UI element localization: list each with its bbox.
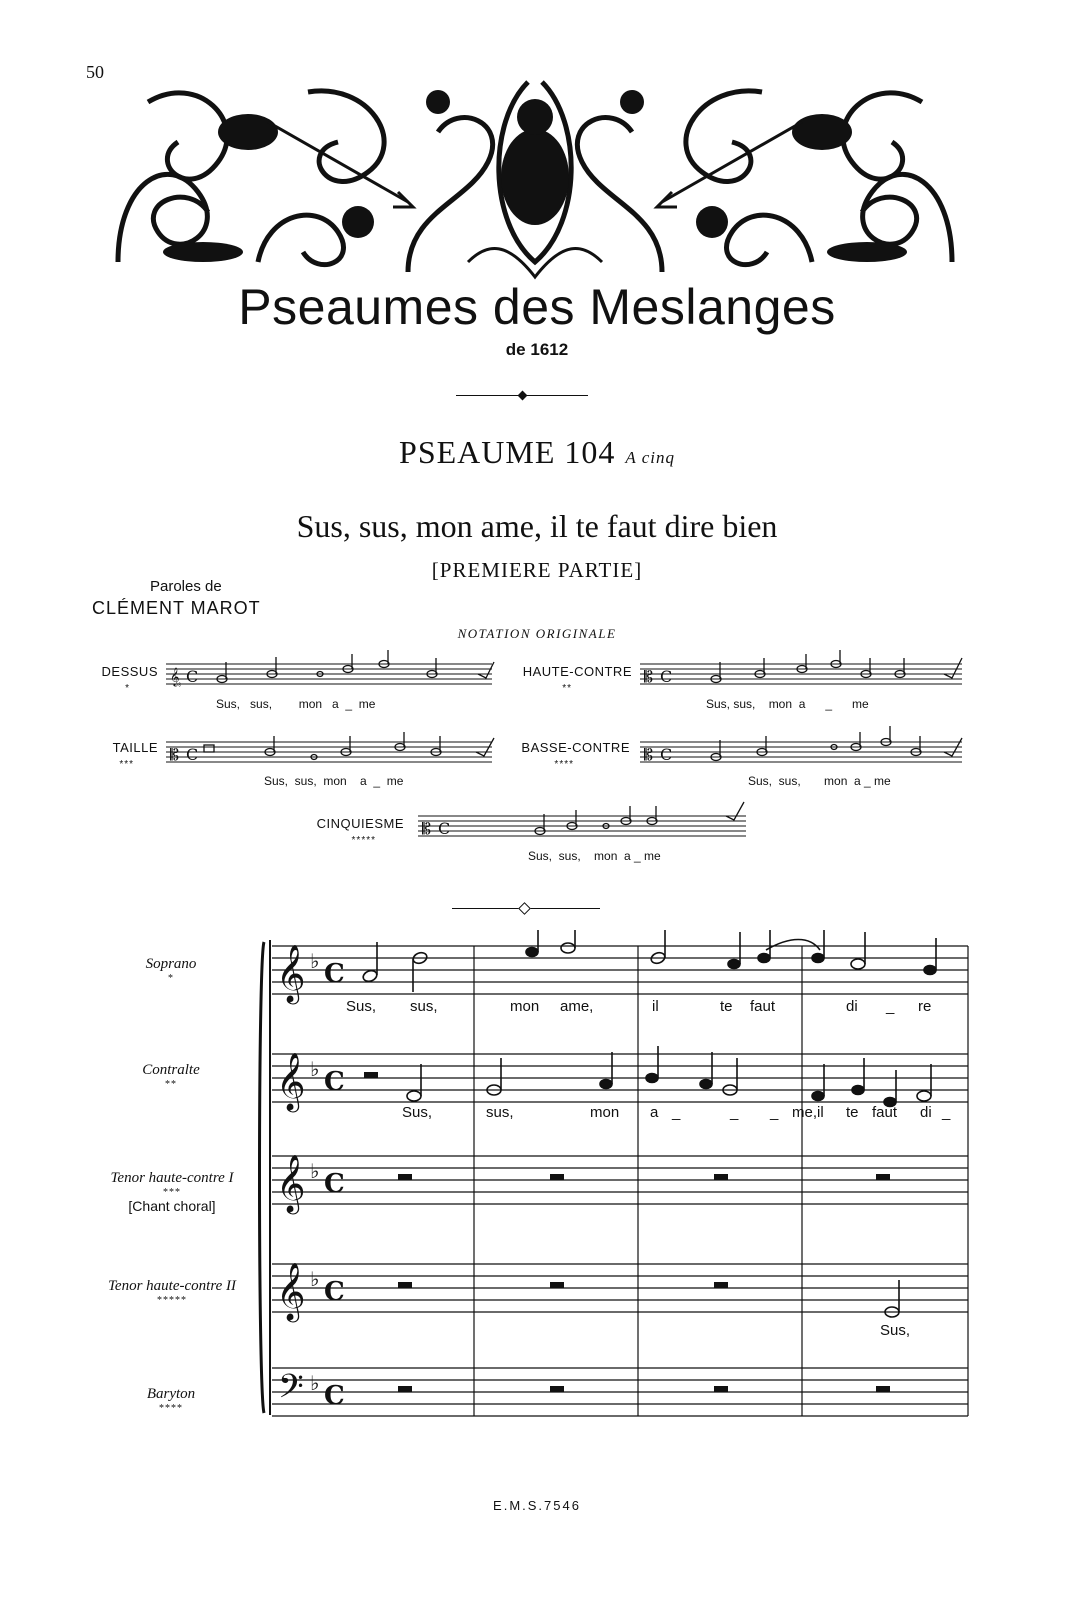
lyric-syllable: il <box>652 998 659 1015</box>
svg-text:𝄞: 𝄞 <box>276 1052 306 1110</box>
lyric-syllable: Sus, <box>346 998 377 1015</box>
incipit-lyric-haute-contre: Sus, sus, mon a _ me <box>706 697 869 711</box>
voice-stars: *** <box>119 759 134 770</box>
incipit-lyric-basse-contre: Sus, sus, mon a _ me <box>748 774 891 788</box>
svg-text:C: C <box>660 745 673 764</box>
part-label: [PREMIERE PARTIE] <box>431 558 643 582</box>
lyric-syllable: di <box>920 1104 932 1121</box>
lyric-syllable: Sus, <box>880 1322 911 1339</box>
svg-text:C: C <box>186 745 199 764</box>
lyric-syllable: mon <box>590 1104 620 1121</box>
lyric-syllable: ame, <box>560 998 594 1015</box>
notation-label: NOTATION ORIGINALE <box>457 626 617 641</box>
voice-stars: * <box>125 683 130 694</box>
collection-title: Pseaumes des Meslanges <box>238 279 836 335</box>
voice-stars: ** <box>562 683 572 694</box>
lyric-syllable: re <box>918 998 932 1015</box>
lyric-syllable: _ <box>942 1104 951 1121</box>
voice-label-tenor-1: Tenor haute-contre I *** <box>80 1170 264 1198</box>
page-number: 50 <box>86 62 104 82</box>
incipit-lyric-dessus: Sus, sus, mon a _ me <box>216 697 376 711</box>
svg-text:C: C <box>324 1169 345 1199</box>
divider-ornament <box>518 902 531 915</box>
svg-text:C: C <box>324 1067 345 1097</box>
svg-text:C: C <box>660 667 673 686</box>
svg-text:C: C <box>324 1381 345 1411</box>
voice-stars: **** <box>159 1403 183 1414</box>
voice-label-baryton: Baryton **** <box>86 1386 256 1414</box>
poet-name: CLÉMENT MAROT <box>92 598 261 618</box>
svg-text:𝄠: 𝄠 <box>170 667 182 686</box>
svg-text:♭: ♭ <box>310 1267 320 1291</box>
lyric-syllable: faut <box>872 1104 898 1121</box>
svg-text:𝄡: 𝄡 <box>644 667 653 686</box>
voice-label-tenor-2: Tenor haute-contre II ***** <box>80 1278 264 1306</box>
svg-text:C: C <box>186 667 199 686</box>
incipit-text: Sus, sus, mon ame, il te faut dire bien <box>296 508 778 544</box>
lyric-syllable: te <box>846 1104 859 1121</box>
svg-text:𝄡: 𝄡 <box>170 745 179 764</box>
svg-text:♭: ♭ <box>310 949 320 973</box>
psalm-title: PSEAUME 104 <box>399 434 616 470</box>
publisher-code: E.M.S.7546 <box>493 1498 581 1513</box>
lyric-syllable: a <box>650 1104 659 1121</box>
lyric-syllable: sus, <box>410 998 438 1015</box>
collection-subtitle: de 1612 <box>505 340 569 359</box>
voice-stars: ***** <box>157 1295 187 1306</box>
voice-stars: * <box>168 973 174 984</box>
lyric-syllable: Sus, <box>402 1104 433 1121</box>
lyric-syllable: _ <box>886 998 895 1015</box>
svg-text:𝄞: 𝄞 <box>276 1262 306 1320</box>
lyric-syllable: di <box>846 998 858 1015</box>
svg-text:♭: ♭ <box>310 1057 320 1081</box>
chant-choral-note: [Chant choral] <box>128 1198 216 1214</box>
lyric-syllable: _ <box>672 1104 681 1121</box>
svg-text:𝄞: 𝄞 <box>276 1154 306 1212</box>
divider-ornament <box>518 391 528 401</box>
voice-label-soprano: Soprano * <box>86 956 256 984</box>
lyric-syllable: mon <box>510 998 540 1015</box>
ornamental-headpiece <box>108 62 962 280</box>
psalm-voices: A cinq <box>625 448 675 467</box>
incipit-label-taille: TAILLE *** <box>112 740 158 770</box>
incipit-label-cinquiesme: CINQUIESME ***** <box>316 816 404 846</box>
lyric-syllable: faut <box>750 998 776 1015</box>
svg-text:C: C <box>438 819 451 838</box>
lyric-syllable: me,il <box>792 1104 824 1121</box>
voice-stars: ***** <box>351 835 376 846</box>
lyric-syllable: _ <box>730 1104 739 1121</box>
incipit-label-basse-contre: BASSE-CONTRE **** <box>521 740 630 770</box>
voice-stars: ** <box>165 1079 177 1090</box>
svg-text:♭: ♭ <box>310 1371 320 1395</box>
incipit-lyric-cinquiesme: Sus, sus, mon a _ me <box>528 849 661 863</box>
svg-text:𝄞: 𝄞 <box>276 944 306 1002</box>
svg-text:♭: ♭ <box>310 1159 320 1183</box>
lyric-syllable: te <box>720 998 733 1015</box>
svg-text:𝄡: 𝄡 <box>422 819 431 838</box>
lyric-syllable: _ <box>770 1104 779 1121</box>
incipit-lyric-taille: Sus, sus, mon a _ me <box>264 774 404 788</box>
svg-text:C: C <box>324 1277 345 1307</box>
incipit-label-haute-contre: HAUTE-CONTRE ** <box>522 664 632 694</box>
svg-text:𝄢: 𝄢 <box>278 1368 304 1414</box>
voice-stars: **** <box>554 759 574 770</box>
incipit-label-dessus: DESSUS * <box>101 664 158 694</box>
svg-text:𝄡: 𝄡 <box>644 745 653 764</box>
svg-text:C: C <box>324 959 345 989</box>
psalm-heading <box>0 434 1074 471</box>
voice-stars: *** <box>163 1187 181 1198</box>
lyric-syllable: sus, <box>486 1104 514 1121</box>
paroles-label: Paroles de <box>150 578 222 595</box>
voice-label-contralte: Contralte ** <box>86 1062 256 1090</box>
